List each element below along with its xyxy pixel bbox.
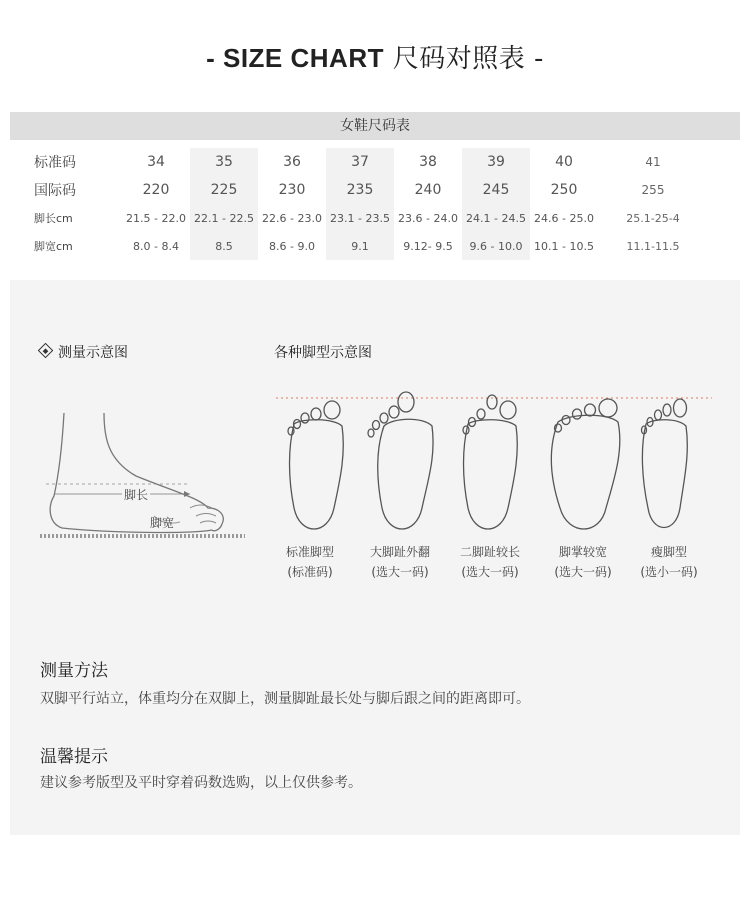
- table-cell: 35: [190, 148, 258, 176]
- foot-type-caption: 二脚趾较长 (选大一码): [459, 545, 520, 579]
- types-section-title: 各种脚型示意图: [274, 345, 372, 361]
- foot-wide-icon: [551, 399, 619, 529]
- table-cell: 38: [419, 154, 437, 170]
- foot-measure-illustration: [40, 408, 245, 548]
- foot-type-caption: 大脚趾外翻 (选大一码): [369, 545, 430, 579]
- foot-type-caption: 标准脚型 (标准码): [285, 545, 334, 579]
- tips-title: 温馨提示: [40, 747, 108, 767]
- table-cell: 36: [283, 154, 301, 170]
- table-cell: 235: [326, 176, 394, 204]
- row-label: 国际码: [34, 183, 76, 199]
- table-cell: 24.6 - 25.0: [534, 211, 594, 225]
- table-cell: 10.1 - 10.5: [534, 239, 594, 253]
- table-cell: 40: [555, 154, 573, 170]
- table-cell: 11.1-11.5: [626, 239, 680, 253]
- measure-section-title: 测量示意图: [40, 342, 128, 362]
- method-title: 测量方法: [40, 661, 108, 681]
- table-row-length: [34, 204, 708, 232]
- foot-types-illustration: [272, 388, 722, 538]
- table-cell: 8.0 - 8.4: [133, 239, 179, 253]
- foot-width-label: 脚宽: [150, 516, 175, 530]
- title-cn: 尺码对照表 -: [392, 44, 544, 74]
- table-row-width: [34, 232, 708, 260]
- table-cell: 22.6 - 23.0: [262, 211, 322, 225]
- foot-type-caption: 脚掌较宽 (选大一码): [554, 545, 612, 579]
- table-cell: 230: [278, 182, 306, 198]
- table-cell: 245: [462, 176, 530, 204]
- size-table: [34, 148, 708, 260]
- table-cell: 22.1 - 22.5: [190, 204, 258, 232]
- table-cell: 39: [462, 148, 530, 176]
- table-cell: 37: [326, 148, 394, 176]
- table-cell: 225: [190, 176, 258, 204]
- table-cell: 8.5: [190, 232, 258, 260]
- diamond-icon: [38, 343, 54, 359]
- table-cell: 9.12- 9.5: [403, 239, 453, 253]
- foot-bunion-icon: [368, 392, 433, 529]
- title-en: - SIZE CHART: [206, 43, 384, 73]
- info-panel: [10, 280, 740, 835]
- foot-type-caption: 瘦脚型 (选小一码): [640, 545, 698, 579]
- table-cell: 23.6 - 24.0: [398, 211, 458, 225]
- table-title: 女鞋尺码表: [10, 112, 740, 140]
- method-text: 双脚平行站立，体重均分在双脚上，测量脚趾最长处与脚后跟之间的距离即可。: [40, 691, 530, 707]
- table-cell: 23.1 - 23.5: [326, 204, 394, 232]
- foot-length-label: 脚长: [124, 488, 149, 502]
- page-title: [0, 38, 750, 75]
- row-label: 脚宽cm: [34, 240, 73, 253]
- table-cell: 9.1: [326, 232, 394, 260]
- row-label: 脚长cm: [34, 212, 73, 225]
- table-cell: 9.6 - 10.0: [462, 232, 530, 260]
- table-cell: 21.5 - 22.0: [126, 211, 186, 225]
- table-cell: 24.1 - 24.5: [462, 204, 530, 232]
- table-cell: 8.6 - 9.0: [269, 239, 315, 253]
- table-cell: 41: [645, 155, 661, 169]
- table-row-intl: [34, 176, 708, 204]
- table-cell: 25.1-25-4: [626, 211, 680, 225]
- foot-slim-icon: [642, 399, 688, 528]
- foot-standard-icon: [288, 401, 343, 529]
- table-cell: 250: [550, 182, 578, 198]
- table-row-standard: [34, 148, 708, 176]
- foot-long-second-toe-icon: [463, 395, 517, 529]
- table-cell: 240: [414, 182, 442, 198]
- tips-text: 建议参考版型及平时穿着码数选购，以上仅供参考。: [40, 775, 362, 791]
- table-cell: 220: [142, 182, 170, 198]
- row-label: 标准码: [34, 155, 76, 171]
- table-cell: 255: [641, 183, 665, 197]
- table-cell: 34: [147, 154, 165, 170]
